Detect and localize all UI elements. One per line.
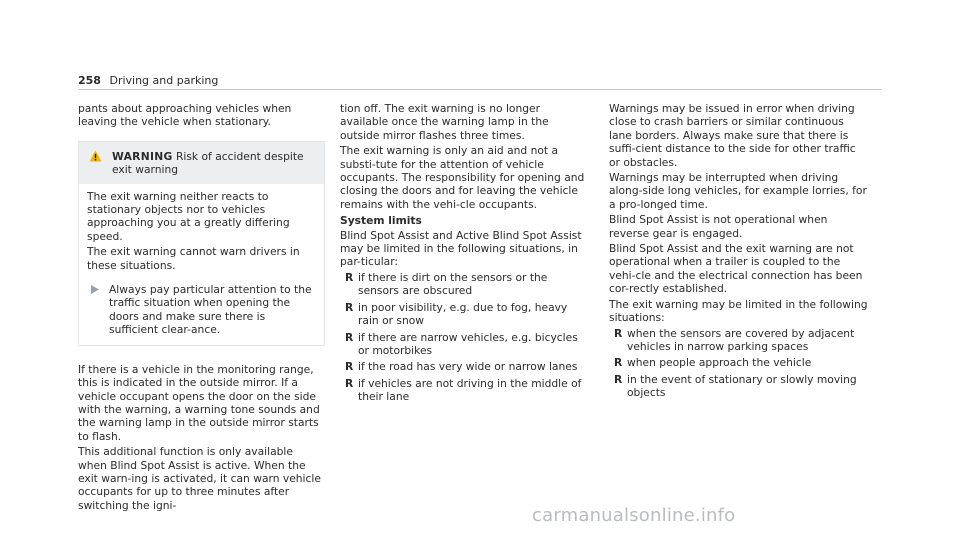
warning-triangle-icon [89,150,102,162]
list-item-text: in the event of stationary or slowly moving objects [627,372,857,400]
warning-text-2: The exit warning cannot warn drivers in these situations. [87,245,300,272]
warning-text: The exit warning neither reacts to stationary objects nor to vehicles approaching you at a greatly differing speed. [87,189,290,243]
paragraph: Blind Spot Assist and Active Blind Spot Assist may be limited in the following situations, in par-ticular: [340,228,582,269]
bullet-icon: R [614,372,623,386]
list-item-text: if the road has very wide or narrow lanes [358,360,578,374]
column-2 [340,102,586,407]
bullet-icon: R [614,326,623,340]
paragraph: If there is a vehicle in the monitoring range, this is indicated in the outside mirror. If a vehicle occupant opens the door on the side with the warning, a warning tone sounds and the warning lamp in the outside mirror starts to flash. [78,362,320,443]
warning-header [79,142,324,184]
list-item [340,271,586,298]
warning-subtitle: Risk of accident despite exit warning [112,149,304,177]
list-item [609,327,869,354]
bullet-icon: R [614,356,623,370]
bullet-icon: R [345,376,354,390]
arrow-right-icon [91,285,99,294]
warning-title: WARNING [112,149,173,163]
list-item [609,356,869,369]
list-item-text: if there are narrow vehicles, e.g. bicycles or motorbikes [358,330,578,357]
page-header [78,74,218,88]
list-item [609,373,869,400]
warning-heading [112,150,316,177]
list-item [340,377,586,404]
bullet-icon: R [345,330,354,344]
page-number: 258 [78,74,101,87]
header-divider [78,89,882,90]
list-item [340,331,586,358]
list-item [340,360,586,373]
paragraph: Blind Spot Assist and the exit warning are not operational when a trailer is coupled to the vehi-cle and the electrical connection has been cor-rectly established. [609,242,863,296]
bullet-list [609,327,869,400]
list-item-text: if there is dirt on the sensors or the sensors are obscured [358,270,548,298]
watermark: carmanualsonline.info [532,505,736,526]
bullet-icon: R [345,270,354,284]
list-item-text: when the sensors are covered by adjacent vehicles in narrow parking spaces [627,326,855,353]
section-title: Driving and parking [109,74,219,87]
paragraph: tion off. The exit warning is no longer available once the warning lamp in the outside mirror flashes three times. [340,102,549,142]
list-item-text: when people approach the vehicle [627,356,812,370]
paragraph: Warnings may be issued in error when driving close to crash barriers or similar continuous lane borders. Always make sure that there is suffi-cient distance to the side for other traffic or obstacles. [609,102,856,169]
paragraph: The exit warning may be limited in the following situations: [609,297,868,325]
warning-body [79,184,324,345]
tip-text: Always pay particular attention to the traffic situation when opening the doors and make sure there is sufficient clear-ance. [109,283,312,337]
column-3 [609,102,869,403]
column-1 [78,102,324,514]
bullet-icon: R [345,360,354,374]
tip [87,283,316,337]
bullet-icon: R [345,300,354,314]
warning-box [78,141,325,346]
list-item-text: if vehicles are not driving in the middle of their lane [358,376,582,404]
paragraph: pants about approaching vehicles when leaving the vehicle when stationary. [78,102,292,129]
list-item [340,301,586,328]
paragraph: Blind Spot Assist is not operational when reverse gear is engaged. [609,213,828,240]
paragraph: This additional function is only available when Blind Spot Assist is active. When the exit warn-ing is activated, it can warn vehicle occupants for up to three minutes after switching the igni- [78,445,321,512]
bullet-list [340,271,586,404]
section-heading: System limits [340,214,422,228]
list-item-text: in poor visibility, e.g. due to fog, heavy rain or snow [358,300,568,328]
paragraph: The exit warning is only an aid and not a substi-tute for the attention of vehicle occupants. The responsibility for opening and closing the doors and for leaving the vehicle remains with the vehi-cle occupants. [340,144,585,211]
paragraph: Warnings may be interrupted when driving along-side long vehicles, for example lorries, for a pro-longed time. [609,171,867,211]
